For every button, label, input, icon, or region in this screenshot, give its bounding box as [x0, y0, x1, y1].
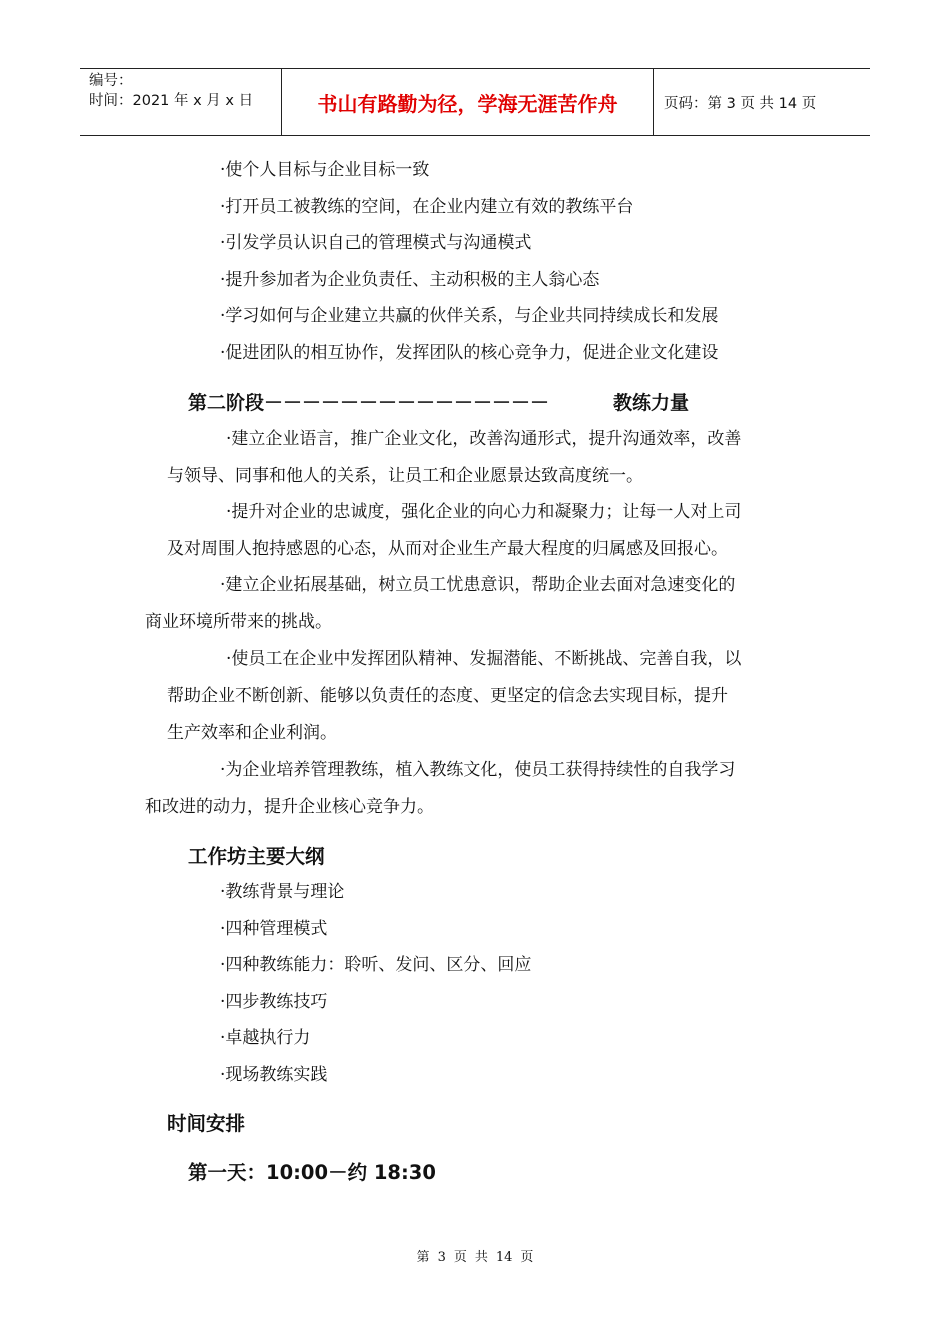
page-header — [80, 68, 870, 136]
paragraph-line: 商业环境所带来的挑战。 — [145, 612, 332, 632]
footer-current-page: 3 — [437, 1250, 446, 1265]
outline-item: ·四步教练技巧 — [220, 992, 328, 1012]
paragraph-line: ·提升对企业的忠诚度，强化企业的向心力和凝聚力；让每一人对上司 — [226, 502, 742, 522]
header-meta — [80, 69, 281, 135]
workshop-title: 工作坊主要大纲 — [188, 845, 325, 868]
paragraph-line: ·建立企业拓展基础，树立员工忧患意识，帮助企业去面对急速变化的 — [220, 575, 736, 595]
outline-item: ·卓越执行力 — [220, 1028, 311, 1048]
paragraph-line: 生产效率和企业利润。 — [167, 723, 337, 743]
header-motto: 书山有路勤为径，学海无涯苦作舟 — [281, 69, 654, 135]
paragraph-line: ·建立企业语言，推广企业文化，改善沟通形式，提升沟通效率，改善 — [226, 429, 742, 449]
footer-part: 页 — [520, 1250, 534, 1265]
bullet-item: ·学习如何与企业建立共赢的伙伴关系，与企业共同持续成长和发展 — [220, 306, 719, 326]
footer-part: 第 — [416, 1250, 430, 1265]
stage2-label: 第二阶段－－－－－－－－－－－－－－－ — [188, 392, 550, 414]
outline-item: ·现场教练实践 — [220, 1065, 328, 1085]
schedule-title: 时间安排 — [167, 1112, 246, 1135]
paragraph-line: 帮助企业不断创新、能够以负责任的态度、更坚定的信念去实现目标，提升 — [167, 686, 728, 706]
bullet-item: ·打开员工被教练的空间，在企业内建立有效的教练平台 — [220, 197, 634, 217]
footer-part: 页 — [453, 1250, 467, 1265]
footer-part: 共 — [474, 1250, 488, 1265]
paragraph-line: ·使员工在企业中发挥团队精神、发掘潜能、不断挑战、完善自我，以 — [226, 649, 742, 669]
paragraph-line: ·为企业培养管理教练，植入教练文化，使员工获得持续性的自我学习 — [220, 760, 736, 780]
page-footer — [0, 1246, 950, 1265]
paragraph-line: 及对周围人抱持感恩的心态，从而对企业生产最大程度的归属感及回报心。 — [167, 539, 728, 559]
outline-item: ·四种管理模式 — [220, 919, 328, 939]
header-page-info: 页码：第 3 页 共 14 页 — [664, 95, 817, 112]
bullet-item: ·提升参加者为企业负责任、主动积极的主人翁心态 — [220, 270, 600, 290]
bullet-item: ·使个人目标与企业目标一致 — [220, 160, 430, 180]
outline-item: ·教练背景与理论 — [220, 882, 345, 902]
bullet-item: ·引发学员认识自己的管理模式与沟通模式 — [220, 233, 532, 253]
paragraph-line: 和改进的动力，提升企业核心竞争力。 — [145, 797, 434, 817]
bullet-item: ·促进团队的相互协作，发挥团队的核心竞争力，促进企业文化建设 — [220, 343, 719, 363]
document-number-label: 编号： — [89, 73, 133, 89]
stage2-title: 教练力量 — [613, 392, 690, 414]
document-date: 时间：2021 年 x 月 x 日 — [89, 93, 254, 109]
paragraph-line: 与领导、同事和他人的关系，让员工和企业愿景达致高度统一。 — [167, 466, 643, 486]
stage2-heading — [188, 391, 888, 415]
outline-item: ·四种教练能力：聆听、发问、区分、回应 — [220, 955, 532, 975]
schedule-day1: 第一天：10:00－约 18:30 — [188, 1161, 436, 1184]
footer-total-pages: 14 — [495, 1250, 513, 1265]
